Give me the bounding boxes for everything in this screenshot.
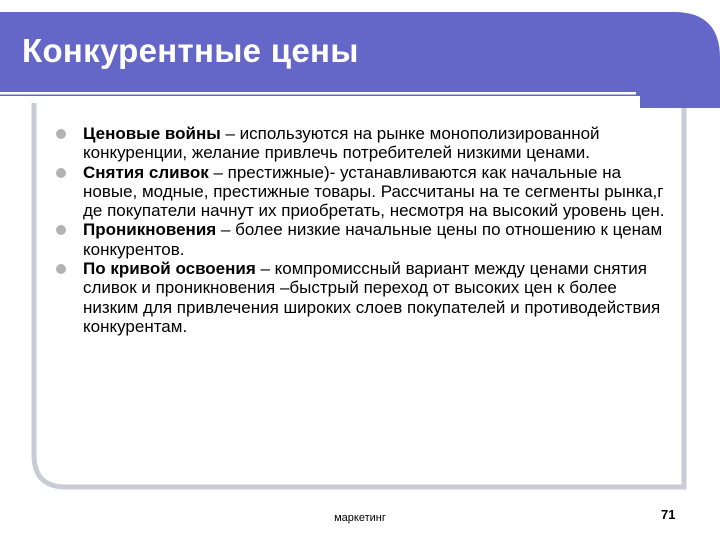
bullet-dot [56, 129, 66, 139]
bullet-dot [56, 264, 66, 274]
bullet-item-penetration [56, 220, 666, 259]
header-underline [0, 92, 636, 95]
bullet-item-learning-curve [56, 259, 666, 336]
bullet-term: Снятия сливок [83, 162, 209, 182]
page-number: 71 [661, 507, 676, 522]
bullet-text: – компромиссный вариант между ценами снятия сливок и проникновения –быстрый переход от высоких цен к более низким для привлечения широких слоев покупателей и противодействия конкурентам. [83, 259, 661, 336]
bullet-dot [56, 225, 66, 235]
bullet-term: Ценовые войны [83, 124, 221, 143]
slide-title: Конкурентные цены [22, 32, 359, 69]
bullet-item-price-wars [56, 124, 666, 163]
bullet-item-skimming [56, 163, 666, 221]
bullet-text: – используются на рынке монополизированной конкуренции, желание привлечь потребителей низкими ценами. [83, 124, 600, 163]
bullet-term: Проникновения [83, 220, 217, 240]
bullet-term: По кривой освоения [83, 259, 256, 279]
bullet-dot [56, 168, 66, 178]
bullet-text: – более низкие начальные цены по отношению к ценам конкурентов. [83, 220, 663, 259]
bullet-text: – престижные)- устанавливаются как начальные на новые, модные, престижные товары. Рассчитаны на те сегменты рынка,г де покупатели начнут их приобретать, несмотря на высокий уровень цен. [83, 162, 665, 221]
footer-label: маркетинг [334, 512, 386, 524]
bullet-list [56, 124, 666, 336]
